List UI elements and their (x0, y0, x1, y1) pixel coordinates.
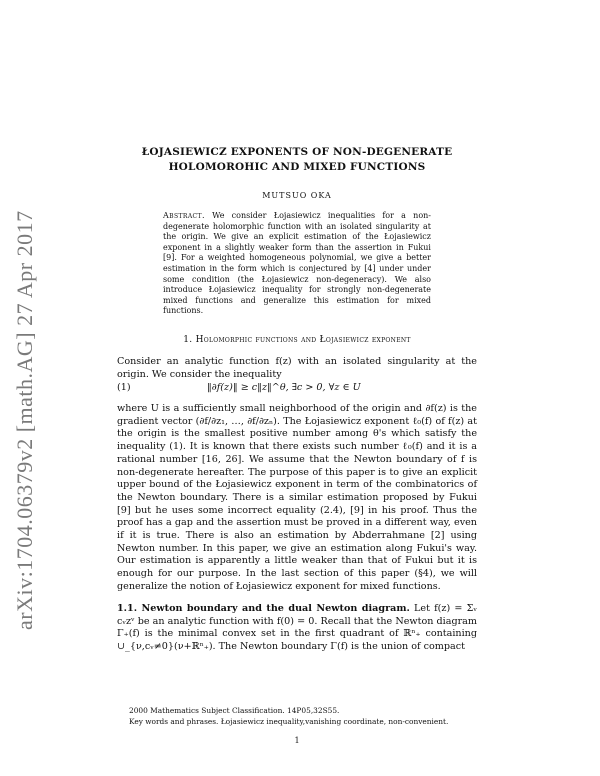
author-name: MUTSUO OKA (262, 191, 332, 200)
title-line-2: HOLOMOROHIC AND MIXED FUNCTIONS (168, 161, 426, 173)
arxiv-identifier: arXiv:1704.06379v2 [math.AG] 27 Apr 2017 (12, 210, 37, 630)
footnote-keywords: Key words and phrases. Łojasiewicz inequality,vanishing coordinate, non-convenient. (129, 716, 449, 726)
section-1-paragraph: where U is a sufficiently small neighborhood of the origin and ∂f(z) is the gradient vector (∂f/∂z₁, …, ∂f/∂zₙ). The Łojasiewicz exponent ℓ₀(f) of f(z) at the origin is the smallest positive number among θ's which satisfy the inequality (1). It is known that there exists such number ℓ₀(f) and it is a rational number [16, 26]. We assume that the Newton boundary of f is non-degenerate hereafter. The purpose of this paper is to give an explicit upper bound of the Łojasiewicz exponent in term of the combinatorics of the Newton boundary. There is a similar estimation proposed by Fukui [9] but he uses some incorrect equality (2.4), [9] in his proof. Thus the proof has a gap and the assertion must be proved in a different way, even if it is true. There is also an estimation by Abderrahmane [2] using Newton number. In this paper, we give an estimation along Fukui's way. Our estimation is apparently a little weaker than that of Fukui but it is enough for our purpose. In the last section of this paper (§4), we will generalize the notion of Łojasiewicz exponent for mixed functions. (117, 403, 477, 592)
equation-body: ‖∂f(z)‖ ≥ c‖z‖^θ, ∃c > 0, ∀z ∈ U (207, 382, 361, 393)
abstract-label: Abstract. (163, 211, 205, 220)
equation-number: (1) (117, 382, 131, 393)
page-number: 1 (294, 736, 300, 745)
section-1-intro: Consider an analytic function f(z) with an isolated singularity at the origin. We consider the inequality (117, 356, 477, 380)
subsection-1-1 (117, 603, 477, 654)
subsection-1-1-text: Let f(z) = Σᵥ cᵥzᵛ be an analytic function with f(0) = 0. Recall that the Newton diagram Γ₊(f) is the minimal convex set in the first quadrant of ℝⁿ₊ containing ∪_{ν,cᵥ≠0}(ν+ℝⁿ₊). The Newton boundary Γ(f) is the union of compact (117, 603, 477, 653)
footnotes (117, 706, 477, 727)
footnote-msc: 2000 Mathematics Subject Classification. 14P05,32S55. (129, 706, 340, 715)
section-1-heading: 1. Holomorphic functions and Łojasiewicz exponent (183, 335, 411, 345)
subsection-1-1-heading: 1.1. Newton boundary and the dual Newton diagram. (117, 603, 410, 614)
paper-title (117, 145, 477, 175)
equation-1 (117, 382, 477, 396)
abstract (163, 211, 431, 317)
abstract-text: We consider Łojasiewicz inequalities for a non-degenerate holomorphic function with an isolated singularity at the origin. We give an explicit estimation of the Łojasiewicz exponent in a slightly weaker form than the assertion in Fukui [9]. For a weighted homogeneous polynomial, we give a better estimation in the form which is conjectured by [4] under under some condition (the Łojasiewicz non-degeneracy). We also introduce Łojasiewicz inequality for strongly non-degenerate mixed functions and generalize this estimation for mixed functions. (163, 211, 432, 316)
title-line-1: ŁOJASIEWICZ EXPONENTS OF NON-DEGENERATE (141, 146, 453, 158)
